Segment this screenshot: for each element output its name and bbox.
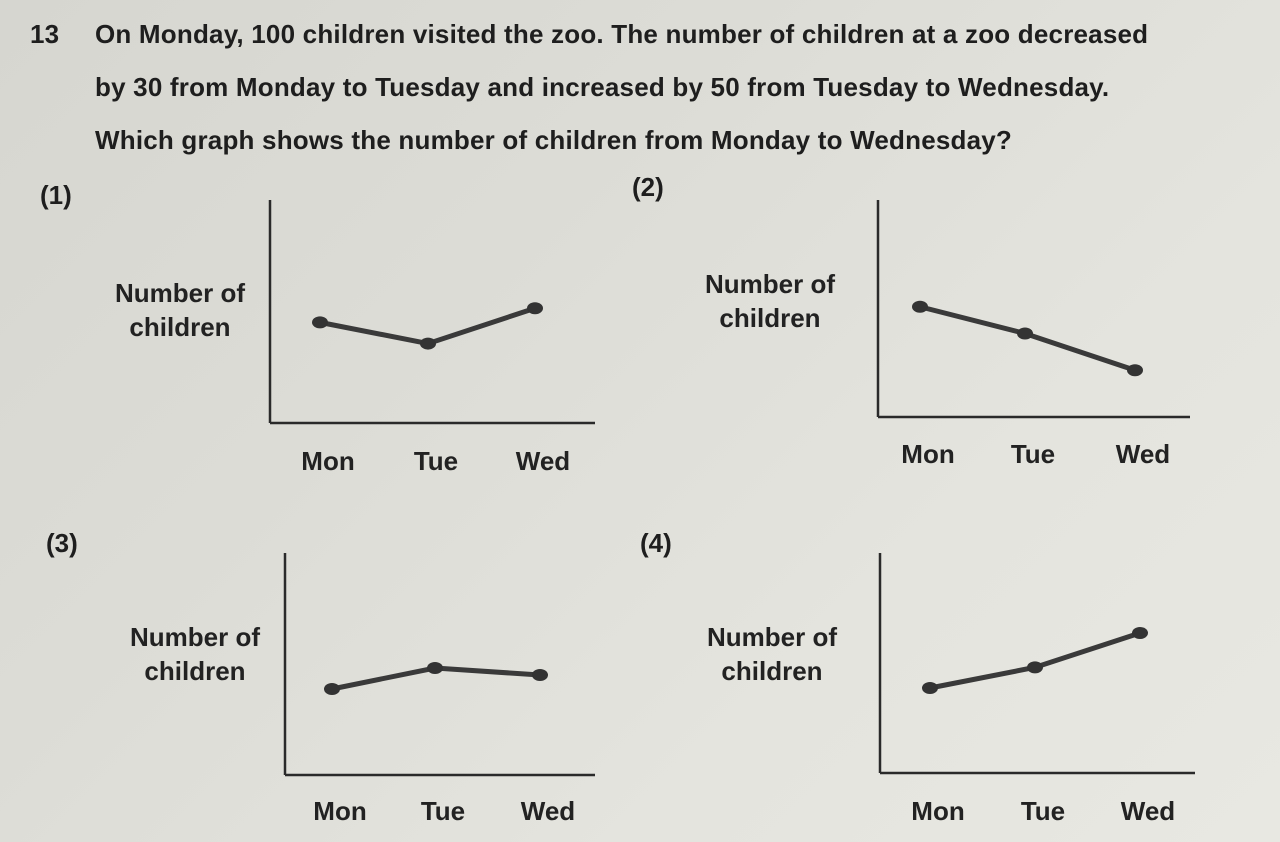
y-axis-label-line: children — [719, 303, 821, 333]
x-tick-label-wed: Wed — [1115, 439, 1171, 469]
y-axis-label-line: Number of — [705, 269, 835, 299]
y-axis-label — [705, 269, 835, 333]
option-4-graph[interactable] — [700, 548, 1210, 838]
option-3-graph[interactable] — [110, 548, 610, 838]
x-tick-label-tue: Tue — [1010, 439, 1056, 469]
y-axis-label-line: children — [144, 656, 246, 686]
question-text-line: by 30 from Monday to Tuesday and increased by 50 from Tuesday to Wednesday. — [95, 72, 1110, 102]
x-tick-label-mon: Mon — [301, 446, 355, 476]
data-point-mon — [922, 682, 938, 694]
question-text-line: On Monday, 100 children visited the zoo. The number of children at a zoo decreased — [95, 19, 1149, 49]
x-tick-label-wed: Wed — [520, 796, 576, 826]
option-4-label[interactable]: (4) — [640, 528, 672, 558]
x-tick-label-mon: Mon — [313, 796, 367, 826]
data-point-mon — [912, 301, 928, 313]
x-tick-label-tue: Tue — [413, 446, 459, 476]
data-point-mon — [312, 316, 328, 328]
data-point-wed — [1132, 627, 1148, 639]
data-point-wed — [532, 669, 548, 681]
data-point-tue — [420, 338, 436, 350]
y-axis-label-line: Number of — [115, 278, 245, 308]
data-point-tue — [1017, 328, 1033, 340]
y-axis-label-line: Number of — [707, 622, 837, 652]
x-tick-label-mon: Mon — [911, 796, 965, 826]
x-tick-label-wed: Wed — [515, 446, 571, 476]
y-axis-label-line: Number of — [130, 622, 260, 652]
y-axis-label-line: children — [721, 656, 823, 686]
series-line — [930, 633, 1140, 688]
question-line-1 — [30, 8, 1260, 61]
y-axis-label — [707, 622, 837, 686]
data-point-mon — [324, 683, 340, 695]
option-1-label[interactable]: (1) — [40, 180, 72, 210]
question-line-3 — [30, 114, 1260, 167]
question-block — [30, 8, 1260, 167]
option-1-graph[interactable] — [100, 190, 610, 480]
data-point-tue — [1027, 661, 1043, 673]
option-3-label[interactable]: (3) — [46, 528, 78, 558]
data-point-wed — [527, 302, 543, 314]
y-axis-label-line: children — [129, 312, 231, 342]
question-text-line: Which graph shows the number of children from Monday to Wednesday? — [95, 125, 1013, 155]
question-line-2 — [30, 61, 1260, 114]
option-2-label[interactable]: (2) — [632, 172, 664, 202]
x-tick-label-tue: Tue — [1020, 796, 1066, 826]
data-point-tue — [427, 662, 443, 674]
question-number: 13 — [30, 19, 60, 49]
x-tick-label-mon: Mon — [901, 439, 955, 469]
y-axis-label — [115, 278, 245, 342]
y-axis-label — [130, 622, 260, 686]
x-tick-label-wed: Wed — [1120, 796, 1176, 826]
data-point-wed — [1127, 364, 1143, 376]
x-tick-label-tue: Tue — [420, 796, 466, 826]
option-2-graph[interactable] — [695, 195, 1205, 480]
